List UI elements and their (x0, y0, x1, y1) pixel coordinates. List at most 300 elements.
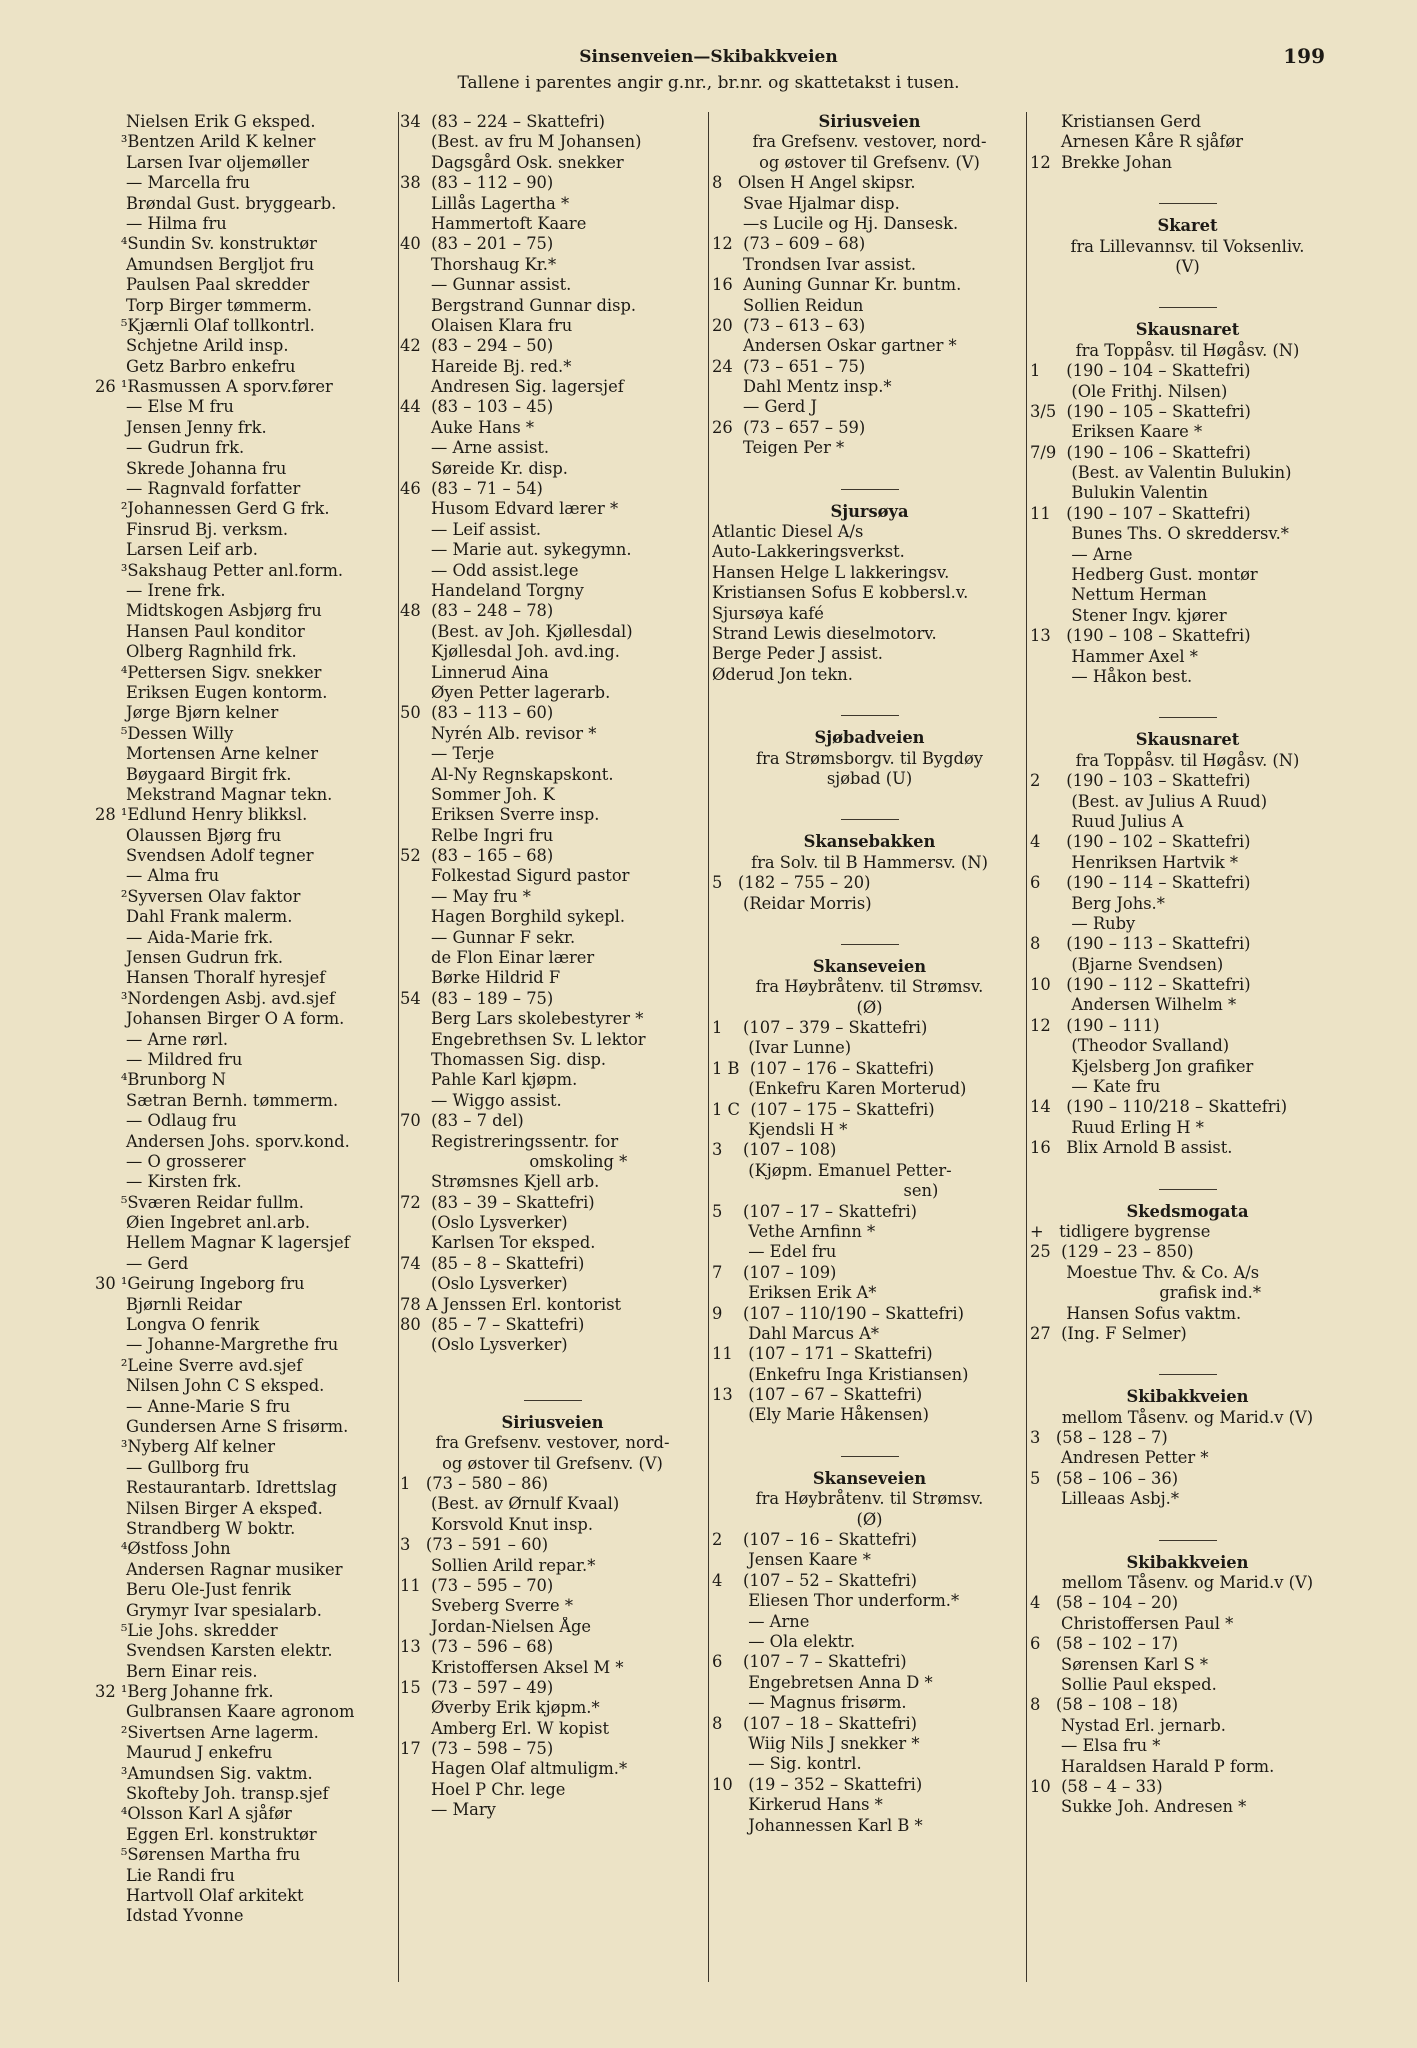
entry-line: 80 (85 – 7 – Skattefri) (400, 1315, 585, 1335)
entry-line: Sørensen Karl S * (1030, 1654, 1209, 1674)
entry-line: 6 (107 – 7 – Skattefri) (712, 1652, 907, 1672)
entry-line: ³Amundsen Sig. vaktm. (95, 1763, 313, 1783)
section-separator (1159, 717, 1217, 718)
entry-line: Andresen Petter * (1030, 1448, 1209, 1468)
column-divider (708, 112, 709, 1982)
entry-line: Eriksen Eugen kontorm. (95, 682, 328, 702)
entry-line: Restaurantarb. Idrettslag (95, 1478, 337, 1498)
entry-line: 10 (190 – 112 – Skattefri) (1030, 975, 1251, 995)
entry-line: 3 (58 – 128 – 7) (1030, 1428, 1168, 1448)
entry-line: 72 (83 – 39 – Skattefri) (400, 1192, 595, 1212)
entry-line: ²Johannessen Gerd G frk. (95, 499, 330, 519)
entry-line: Svendsen Karsten elektr. (95, 1641, 333, 1661)
section-separator (841, 715, 899, 716)
entry-line: (Oslo Lysverker) (400, 1335, 568, 1355)
entry-line: Beru Ole-Just fenrik (95, 1580, 291, 1600)
entry-line: Engebretsen Anna D * (712, 1672, 933, 1692)
page-title: Sinsenveien—Skibakkveien (579, 47, 838, 67)
entry-line: Johannessen Karl B * (712, 1815, 923, 1835)
entry-line: ³Nyberg Alf kelner (95, 1437, 276, 1457)
entry-line: Teigen Per * (712, 438, 845, 458)
entry-line: — Marcella fru (95, 173, 251, 193)
section-description: mellom Tåsenv. og Marid.v (V) (1061, 1573, 1314, 1593)
entry-line: 25 (129 – 23 – 850) (1030, 1242, 1194, 1262)
entry-line: ²Syversen Olav faktor (95, 886, 301, 906)
entry-line: (Oslo Lysverker) (400, 1213, 568, 1233)
entry-line: Hagen Borghild sykepl. (400, 907, 626, 927)
entry-line: Øyen Petter lagerarb. (400, 682, 611, 702)
entry-line: Sveberg Sverre * (400, 1596, 573, 1616)
entry-line: — Elsa fru * (1030, 1736, 1161, 1756)
section-description: fra Høybråtenv. til Strømsv. (755, 977, 984, 997)
section-title: Skanseveien (812, 956, 927, 976)
entry-line: — Gullborg fru (95, 1457, 250, 1477)
entry-line: ³Sakshaug Petter anl.form. (95, 560, 344, 580)
spacer (712, 459, 1027, 479)
entry-line: — Håkon best. (1030, 666, 1193, 686)
entry-line: 7/9 (190 – 106 – Skattefri) (1030, 442, 1251, 462)
section-title: Siriusveien (818, 112, 921, 131)
entry-line: Sollien Reidun (712, 295, 864, 315)
entry-line: 16 Blix Arnold B assist. (1030, 1138, 1233, 1158)
entry-line: Lillås Lagertha * (400, 193, 570, 213)
entry-line: 13 (107 – 67 – Skattefri) (712, 1385, 923, 1405)
entry-line: 8 (58 – 108 – 18) (1030, 1695, 1179, 1715)
section-title: Skanseveien (812, 1468, 927, 1488)
entry-line: — Leif assist. (400, 519, 542, 539)
entry-line: (Enkefru Inga Kristiansen) (712, 1364, 969, 1384)
section-title: Siriusveien (501, 1412, 604, 1432)
entry-line: (Best. av fru M Johansen) (400, 132, 642, 152)
entry-line: Dahl Mentz insp.* (712, 377, 892, 397)
entry-line: Longva O fenrik (95, 1315, 260, 1335)
section-description: fra Strømsborgv. til Bygdøy (756, 748, 983, 768)
entry-line: (Bjarne Svendsen) (1030, 954, 1224, 974)
entry-line: Idstad Yvonne (95, 1906, 244, 1926)
section-title: Skaret (1157, 216, 1218, 236)
entry-line: (Ivar Lunne) (712, 1038, 852, 1058)
entry-line: Kjelsberg Jon grafiker (1030, 1056, 1254, 1076)
entry-line: ³Nordengen Asbj. avd.sjef (95, 988, 335, 1008)
entry-line: Sukke Joh. Andresen * (1030, 1797, 1247, 1817)
entry-line: 52 (83 – 165 – 68) (400, 846, 554, 866)
entry-line: Børke Hildrid F (400, 968, 561, 988)
entry-line: Christoffersen Paul * (1030, 1613, 1234, 1633)
entry-line: 10 (19 – 352 – Skattefri) (712, 1774, 923, 1794)
entry-line: — Sig. kontrl. (712, 1754, 862, 1774)
section-title: Skibakkveien (1126, 1552, 1249, 1572)
entry-line: — Terje (400, 744, 495, 764)
entry-line: 28 ¹Edlund Henry blikksl. (95, 805, 308, 825)
entry-line: Nilsen Birger A ekspeđ. (95, 1498, 323, 1518)
entry-line: Sollie Paul eksped. (1030, 1675, 1217, 1694)
entry-line: sen) (712, 1181, 939, 1201)
section-description: fra Grefsenv. vestover, nord- (752, 132, 987, 152)
entry-line: Henriksen Hartvik * (1030, 852, 1239, 872)
entry-line: Andresen Sig. lagersjef (400, 377, 624, 397)
entry-line: Ruud Erling H * (1030, 1117, 1204, 1137)
entry-line: Bulukin Valentin (1030, 483, 1208, 503)
section-separator (1159, 1540, 1217, 1541)
entry-line: Hedberg Gust. montør (1030, 565, 1258, 585)
entry-line: ⁴Brunborg N (95, 1070, 226, 1090)
spacer (712, 1426, 1027, 1446)
entry-line: ⁵Dessen Willy (95, 723, 234, 743)
entry-line: Sætran Bernh. tømmerm. (95, 1090, 339, 1110)
entry-line: Kirkerud Hans * (712, 1795, 883, 1815)
section-description: fra Lillevannsv. til Voksenliv. (1070, 236, 1305, 256)
entry-line: 3/5 (190 – 105 – Skattefri) (1030, 401, 1251, 421)
entry-line: — Ragnvald forfatter (95, 479, 301, 499)
section-title: Sjøbadveien (814, 728, 925, 748)
entry-line: Jensen Kaare * (712, 1550, 871, 1570)
entry-line: Bern Einar reis. (95, 1661, 258, 1681)
entry-line: (Reidar Morris) (712, 893, 872, 913)
entry-line: 11 (107 – 171 – Skattefri) (712, 1344, 933, 1364)
entry-line: Eriksen Kaare * (1030, 422, 1203, 442)
entry-line: Stener Ingv. kjører (1030, 605, 1227, 625)
entry-line: Thorshaug Kr.* (400, 254, 557, 274)
entry-line: — Magnus frisørm. (712, 1693, 907, 1713)
section-separator (841, 489, 899, 490)
entry-line: Haraldsen Harald P form. (1030, 1756, 1275, 1776)
entry-line: ⁴Olsson Karl A sjåfør (95, 1804, 292, 1824)
entry-line: 26 ¹Rasmussen A sporv.fører (95, 377, 333, 397)
page-subtitle: Tallene i parentes angir g.nr., br.nr. og skattetakst i tusen. (457, 73, 960, 93)
entry-line: 74 (85 – 8 – Skattefri) (400, 1253, 585, 1273)
entry-line: — Odlaug fru (95, 1111, 237, 1131)
entry-line: Mekstrand Magnar tekn. (95, 784, 333, 804)
section-title: Skansebakken (803, 832, 936, 852)
entry-line: — Arne (712, 1611, 810, 1631)
entry-line: 4 (107 – 52 – Skattefri) (712, 1570, 918, 1590)
entry-line: — Else M fru (95, 397, 234, 417)
entry-line: Kjøllesdal Joh. avd.ing. (400, 642, 620, 662)
entry-line: Hareide Bj. red.* (400, 356, 572, 376)
entry-line: Kristiansen Sofus E kobbersl.v. (712, 583, 969, 603)
entry-line: Svae Hjalmar disp. (712, 193, 900, 213)
entry-line: Hammertoft Kaare (400, 213, 587, 233)
spacer (1030, 1510, 1345, 1530)
entry-line: Kjendsli H * (712, 1120, 848, 1140)
entry-line: Dahl Frank malerm. (95, 907, 293, 927)
section-separator (841, 819, 899, 820)
entry-line: Jensen Gudrun frk. (95, 948, 284, 968)
section-separator (1159, 1189, 1217, 1190)
entry-line: Øderud Jon tekn. (712, 664, 853, 684)
entry-line: Bøygaard Birgit frk. (95, 764, 292, 784)
entry-line: — Arne rørl. (95, 1029, 229, 1049)
entry-line: grafisk ind.* (1030, 1283, 1261, 1303)
section-description: og østover til Grefsenv. (V) (442, 1453, 663, 1473)
entry-line: Amundsen Bergljot fru (95, 254, 315, 274)
spacer (1030, 687, 1345, 707)
entry-line: Hellem Magnar K lagersjef (95, 1233, 350, 1253)
entry-line: Schjetne Arild insp. (95, 336, 289, 356)
section-separator (841, 1456, 899, 1457)
entry-line: Strømsnes Kjell arb. (400, 1172, 600, 1192)
entry-line: Nielsen Erik G eksped. (95, 112, 316, 131)
entry-line: Grymyr Ivar spesialarb. (95, 1600, 322, 1620)
entry-line: — Gerd J (712, 397, 818, 417)
entry-line: Hagen Olaf altmuligm.* (400, 1759, 628, 1779)
entry-line: — Aida-Marie frk. (95, 927, 274, 947)
entry-line: 5 (58 – 106 – 36) (1030, 1468, 1179, 1488)
entry-line: Olaussen Bjørg fru (95, 825, 282, 845)
entry-line: Olberg Ragnhild frk. (95, 642, 297, 662)
entry-line: (Enkefru Karen Morterud) (712, 1079, 967, 1099)
entry-line: 34 (83 – 224 – Skattefri) (400, 112, 606, 131)
entry-line: 1 B (107 – 176 – Skattefri) (712, 1058, 935, 1078)
entry-line: (Best. av Julius A Ruud) (1030, 791, 1268, 811)
entry-line: Hansen Paul konditor (95, 621, 305, 641)
entry-line: Finsrud Bj. verksm. (95, 519, 289, 539)
entry-line: Torp Birger tømmerm. (95, 295, 313, 315)
entry-line: (Oslo Lysverker) (400, 1274, 568, 1294)
column-2 (400, 112, 705, 1821)
entry-line: Gulbransen Kaare agronom (95, 1702, 355, 1722)
entry-line: Andersen Ragnar musiker (95, 1559, 343, 1579)
entry-line: Larsen Ivar oljemøller (95, 152, 310, 172)
entry-line: Dahl Marcus A* (712, 1323, 880, 1343)
entry-line: 13 (73 – 596 – 68) (400, 1637, 554, 1657)
entry-line: 11 (190 – 107 – Skattefri) (1030, 503, 1251, 523)
entry-line: Vethe Arnfinn * (712, 1221, 876, 1241)
entry-line: Berg Lars skolebestyrer * (400, 1009, 644, 1029)
entry-line: 12 (190 – 111) (1030, 1015, 1160, 1035)
entry-line: Gundersen Arne S frisørm. (95, 1417, 349, 1436)
entry-line: 4 (58 – 104 – 20) (1030, 1593, 1179, 1613)
entry-line: Auto-Lakkeringsverkst. (712, 542, 905, 562)
entry-line: 24 (73 – 651 – 75) (712, 356, 866, 376)
entry-line: Strand Lewis dieselmotorv. (712, 623, 937, 643)
entry-line: Hansen Thoralf hyresjef (95, 968, 326, 988)
entry-line: Karlsen Tor eksped. (400, 1233, 596, 1253)
entry-line: — Gunnar F sekr. (400, 927, 576, 947)
entry-line: Eliesen Thor underform.* (712, 1591, 960, 1611)
entry-line: Atlantic Diesel A/s (712, 522, 864, 542)
entry-line: 14 (190 – 110/218 – Skattefri) (1030, 1097, 1288, 1117)
spacer (400, 1356, 705, 1390)
entry-line: 46 (83 – 71 – 54) (400, 479, 543, 499)
entry-line: Øverby Erik kjøpm.* (400, 1698, 600, 1718)
entry-line: 78 A Jenssen Erl. kontorist (400, 1294, 622, 1314)
entry-line: 1 (190 – 104 – Skattefri) (1030, 361, 1251, 381)
entry-line: — Johanne-Margrethe fru (95, 1335, 339, 1355)
entry-line: 1 (107 – 379 – Skattefri) (712, 1018, 928, 1038)
section-description: (Ø) (856, 1509, 883, 1529)
entry-line: Bergstrand Gunnar disp. (400, 295, 637, 315)
entry-line: — Kate fru (1030, 1077, 1161, 1097)
spacer (1030, 277, 1345, 297)
entry-line: Andersen Oskar gartner * (712, 336, 957, 356)
entry-line: Nyrén Alb. revisor * (400, 723, 597, 743)
section-title: Skibakkveien (1126, 1387, 1249, 1407)
page-number: 199 (1283, 44, 1325, 68)
entry-line: — Edel fru (712, 1242, 837, 1262)
entry-line: 5 (182 – 755 – 20) (712, 873, 871, 893)
section-description: fra Toppåsv. til Høgåsv. (N) (1075, 750, 1300, 770)
entry-line: —s Lucile og Hj. Dansesk. (712, 213, 959, 233)
section-description: fra Solv. til B Hammersv. (N) (751, 852, 988, 872)
entry-line: 9 (107 – 110/190 – Skattefri) (712, 1303, 964, 1323)
entry-line: ⁴Sundin Sv. konstruktør (95, 234, 317, 254)
entry-line: Søreide Kr. disp. (400, 458, 568, 478)
entry-line: 7 (107 – 109) (712, 1262, 837, 1282)
entry-line: ³Bentzen Arild K kelner (95, 132, 316, 152)
entry-line: 2 (107 – 16 – Skattefri) (712, 1530, 918, 1550)
entry-line: Pahle Karl kjøpm. (400, 1070, 578, 1090)
entry-line: Skofteby Joh. transp.sjef (95, 1784, 329, 1804)
entry-line: 20 (73 – 613 – 63) (712, 315, 866, 335)
entry-line: Engebrethsen Sv. L lektor (400, 1029, 646, 1049)
entry-line: Nettum Herman (1030, 585, 1207, 605)
entry-line: Bjørnli Reidar (95, 1294, 242, 1314)
entry-line: 12 (73 – 609 – 68) (712, 234, 866, 254)
section-separator (524, 1400, 582, 1401)
entry-line: Nystad Erl. jernarb. (1030, 1715, 1226, 1735)
entry-line: — Mildred fru (95, 1049, 243, 1069)
entry-line: — Ruby (1030, 913, 1136, 933)
entry-line: 2 (190 – 103 – Skattefri) (1030, 771, 1251, 791)
entry-line: Johansen Birger O A form. (95, 1009, 345, 1029)
entry-line: Eriksen Erik A* (712, 1283, 877, 1303)
entry-line: — Anne-Marie S fru (95, 1396, 291, 1416)
entry-line: Thomassen Sig. disp. (400, 1049, 607, 1069)
entry-line: Auke Hans * (400, 417, 535, 437)
entry-line: Strandberg W boktr. (95, 1518, 296, 1538)
column-4 (1030, 112, 1345, 1818)
spacer (1030, 1344, 1345, 1364)
entry-line: Jørge Bjørn kelner (95, 703, 279, 723)
entry-line: Bunes Ths. O skreddersv.* (1030, 524, 1289, 544)
entry-line: 8 Olsen H Angel skipsr. (712, 173, 916, 193)
entry-line: Berge Peder J assist. (712, 644, 883, 664)
entry-line: Maurud J enkefru (95, 1743, 273, 1763)
section-description: fra Høybråtenv. til Strømsv. (755, 1489, 984, 1509)
entry-line: 8 (107 – 18 – Skattefri) (712, 1713, 918, 1733)
entry-line: — Alma fru (95, 866, 220, 886)
entry-line: — Marie aut. sykegymn. (400, 540, 632, 560)
entry-line: 40 (83 – 201 – 75) (400, 234, 554, 254)
entry-line: — Arne assist. (400, 438, 550, 458)
section-separator (1159, 1374, 1217, 1375)
entry-line: Hansen Sofus vaktm. (1030, 1303, 1242, 1323)
section-description: (V) (1175, 256, 1200, 276)
section-description: (Ø) (856, 997, 883, 1017)
entry-line: Getz Barbro enkefru (95, 356, 296, 376)
entry-line: 30 ¹Geirung Ingeborg fru (95, 1274, 305, 1294)
entry-line: Trondsen Ivar assist. (712, 254, 917, 274)
entry-line: 15 (73 – 597 – 49) (400, 1677, 554, 1697)
entry-line: + tidligere bygrense (1030, 1221, 1211, 1241)
entry-line: Husom Edvard lærer * (400, 499, 619, 519)
entry-line: Hoel P Chr. lege (400, 1779, 566, 1799)
entry-line: Eggen Erl. konstruktør (95, 1824, 317, 1844)
entry-line: 26 (73 – 657 – 59) (712, 417, 866, 437)
entry-line: (Best. av Valentin Bulukin) (1030, 463, 1292, 483)
entry-line: Nilsen John C S eksped. (95, 1376, 325, 1396)
section-title: Skedsmogata (1126, 1201, 1249, 1221)
entry-line: — O grosserer (95, 1151, 246, 1171)
entry-line: ⁴Østfoss John (95, 1539, 231, 1559)
entry-line: Korsvold Knut insp. (400, 1514, 594, 1534)
spacer (712, 685, 1027, 705)
entry-line: Handeland Torgny (400, 580, 584, 600)
entry-line: Olaisen Klara fru (400, 315, 573, 335)
entry-line: — Ola elektr. (712, 1632, 856, 1651)
entry-line: Moestue Thv. & Co. A/s (1030, 1262, 1260, 1282)
column-1 (95, 112, 400, 1927)
entry-line: 3 (73 – 591 – 60) (400, 1535, 549, 1555)
entry-line: Sommer Joh. K (400, 784, 555, 804)
entry-line: Hansen Helge L lakkeringsv. (712, 562, 950, 582)
entry-line: Kristoffersen Aksel M * (400, 1657, 624, 1677)
spacer (1030, 1159, 1345, 1179)
entry-line: 10 (58 – 4 – 33) (1030, 1776, 1163, 1796)
entry-line: (Ole Frithj. Nilsen) (1030, 381, 1228, 401)
entry-line: 32 ¹Berg Johanne frk. (95, 1682, 274, 1702)
entry-line: — May fru * (400, 886, 531, 906)
entry-line: Lie Randi fru (95, 1865, 235, 1885)
entry-line: 48 (83 – 248 – 78) (400, 601, 554, 621)
entry-line: Jordan-Nielsen Åge (400, 1616, 592, 1636)
entry-line: (Theodor Svalland) (1030, 1036, 1230, 1056)
entry-line: — Kirsten frk. (95, 1172, 242, 1192)
entry-line: ⁵Sværen Reidar fullm. (95, 1192, 304, 1212)
entry-line: 4 (190 – 102 – Skattefri) (1030, 832, 1251, 852)
entry-line: Al-Ny Regnskapskont. (400, 764, 614, 784)
entry-line: Sollien Arild repar.* (400, 1555, 596, 1575)
entry-line: Linnerud Aina (400, 662, 549, 682)
column-3 (712, 112, 1027, 1836)
entry-line: Andersen Wilhelm * (1030, 995, 1237, 1015)
entry-line: 12 Brekke Johan (1030, 152, 1172, 172)
entry-line: Skrede Johanna fru (95, 458, 287, 478)
entry-line: omskoling * (400, 1151, 628, 1171)
entry-line: 70 (83 – 7 del) (400, 1111, 524, 1131)
entry-line: Amberg Erl. W kopist (400, 1718, 610, 1738)
entry-line: — Irene frk. (95, 580, 226, 600)
section-separator (1159, 203, 1217, 204)
entry-line: 8 (190 – 113 – Skattefri) (1030, 934, 1251, 954)
entry-line: 17 (73 – 598 – 75) (400, 1739, 554, 1759)
entry-line: 13 (190 – 108 – Skattefri) (1030, 626, 1251, 646)
entry-line: 42 (83 – 294 – 50) (400, 336, 554, 356)
section-title: Skausnaret (1135, 320, 1240, 340)
section-title: Skausnaret (1135, 730, 1240, 750)
entry-line: ⁴Pettersen Sigv. snekker (95, 662, 322, 682)
entry-line: 50 (83 – 113 – 60) (400, 703, 554, 723)
entry-line: Hammer Axel * (1030, 646, 1198, 666)
section-description: og østover til Grefsenv. (V) (759, 152, 980, 172)
section-title: Sjursøya (830, 501, 909, 521)
entry-line: Dagsgård Osk. snekker (400, 152, 624, 172)
entry-line: 11 (73 – 595 – 70) (400, 1575, 554, 1595)
section-description: mellom Tåsenv. og Marid.v (V) (1061, 1407, 1314, 1427)
entry-line: Ruud Julius A (1030, 811, 1184, 831)
entry-line: Folkestad Sigurd pastor (400, 866, 630, 886)
section-separator (841, 944, 899, 945)
entry-line: ²Sivertsen Arne lagerm. (95, 1722, 319, 1742)
spacer (712, 789, 1027, 809)
entry-line: 3 (107 – 108) (712, 1140, 837, 1160)
entry-line: — Mary (400, 1800, 496, 1820)
spacer (1030, 173, 1345, 193)
entry-line: — Gerd (95, 1253, 189, 1273)
entry-line: (Best. av Ørnulf Kvaal) (400, 1494, 620, 1514)
entry-line: Lilleaas Asbj.* (1030, 1489, 1179, 1509)
